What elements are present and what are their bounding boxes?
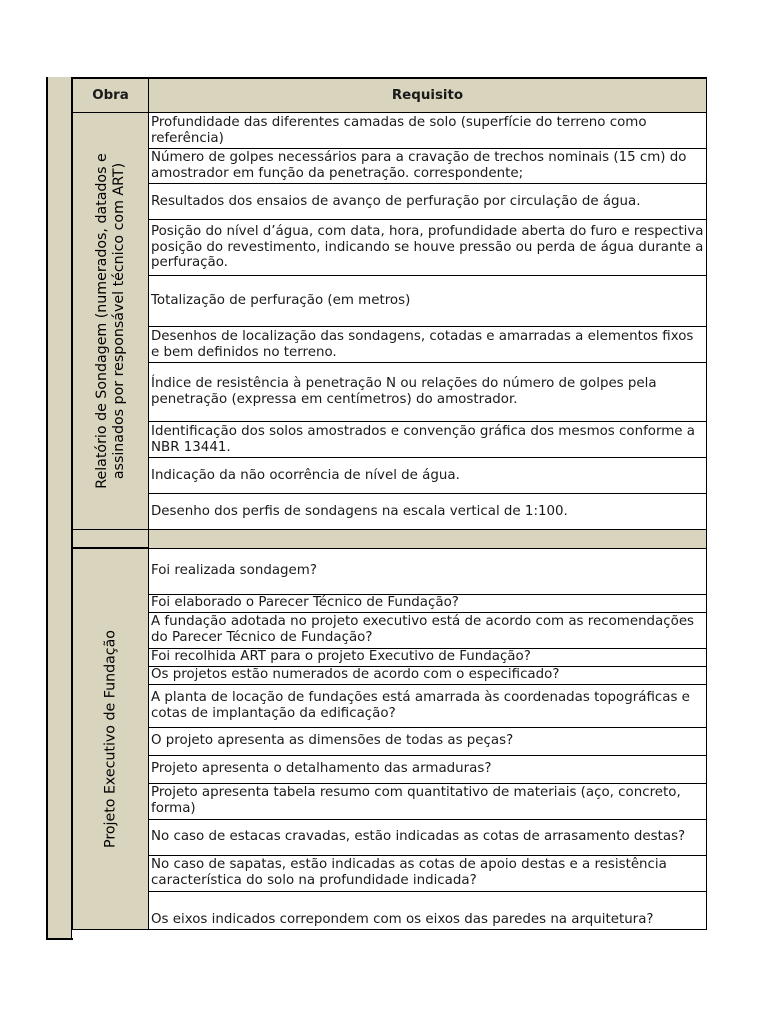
requirement-cell: Número de golpes necessários para a cravação de trechos nominais (15 cm) do amostrador em função da penetração. correspondente; xyxy=(149,149,707,184)
table-row xyxy=(73,819,707,855)
requirement-cell: Projeto apresenta o detalhamento das armaduras? xyxy=(149,755,707,783)
requirement-cell: Resultados dos ensaios de avanço de perfuração por circulação de água. xyxy=(149,184,707,220)
requirement-cell: Foi recolhida ART para o projeto Executivo de Fundação? xyxy=(149,648,707,666)
table-row xyxy=(73,891,707,929)
table-row xyxy=(73,612,707,648)
table-row xyxy=(73,494,707,530)
table-row xyxy=(73,327,707,363)
requirement-cell: Profundidade das diferentes camadas de solo (superfície do terreno como referência) xyxy=(149,113,707,149)
requirement-cell: Projeto apresenta tabela resumo com quantitativo de materiais (aço, concreto, forma) xyxy=(149,783,707,819)
table-row xyxy=(73,458,707,494)
table-row xyxy=(73,422,707,458)
requirement-cell: No caso de sapatas, estão indicadas as cotas de apoio destas e a resistência característica do solo na profundidade indicada? xyxy=(149,855,707,891)
table-row xyxy=(73,276,707,327)
group-label-relatorio-sondagem xyxy=(94,153,128,488)
requirement-cell: O projeto apresenta as dimensões de todas as peças? xyxy=(149,727,707,755)
header-requisito: Requisito xyxy=(149,78,707,113)
table-row xyxy=(73,783,707,819)
group-label-projeto-fundacao xyxy=(102,630,119,848)
group-separator-row xyxy=(73,530,707,549)
requirement-cell: A fundação adotada no projeto executivo está de acordo com as recomendações do Parecer Técnico de Fundação? xyxy=(149,612,707,648)
header-row xyxy=(73,78,707,113)
table-row xyxy=(73,363,707,422)
table-row xyxy=(73,220,707,276)
requirement-cell: Índice de resistência à penetração N ou relações do número de golpes pela penetração (expressa em centímetros) do amostrador. xyxy=(149,363,707,422)
table-row xyxy=(73,855,707,891)
left-margin-column xyxy=(46,77,72,940)
requirement-cell: A planta de locação de fundações está amarrada às coordenadas topográficas e cotas de implantação da edificação? xyxy=(149,684,707,727)
group-label-line: Relatório de Sondagem (numerados, datados e xyxy=(93,153,110,489)
requirement-cell: Identificação dos solos amostrados e convenção gráfica dos mesmos conforme a NBR 13441. xyxy=(149,422,707,458)
table-row xyxy=(73,684,707,727)
separator-cell xyxy=(73,530,149,549)
requirement-cell: Indicação da não ocorrência de nível de água. xyxy=(149,458,707,494)
header-obra: Obra xyxy=(73,78,149,113)
table-row xyxy=(73,594,707,612)
requirement-cell: Os projetos estão numerados de acordo com o especificado? xyxy=(149,666,707,684)
requirement-cell: Desenho dos perfis de sondagens na escala vertical de 1:100. xyxy=(149,494,707,530)
group-label-line: Projeto Executivo de Fundação xyxy=(102,629,118,848)
group-cell-relatorio-sondagem xyxy=(73,113,149,530)
requirement-cell: Foi realizada sondagem? xyxy=(149,548,707,594)
table-row xyxy=(73,149,707,184)
group-cell-projeto-fundacao xyxy=(73,548,149,929)
table-row xyxy=(73,755,707,783)
requirement-cell: Posição do nível d’água, com data, hora, profundidade aberta do furo e respectiva posição do revestimento, indicando se houve pressão ou perda de água durante a perfuração. xyxy=(149,220,707,276)
table-row xyxy=(73,727,707,755)
requirement-cell: Totalização de perfuração (em metros) xyxy=(149,276,707,327)
table-row xyxy=(73,184,707,220)
table-row xyxy=(73,666,707,684)
requirement-cell: Os eixos indicados correpondem com os eixos das paredes na arquitetura? xyxy=(149,891,707,929)
separator-cell xyxy=(149,530,707,549)
requirement-cell: No caso de estacas cravadas, estão indicadas as cotas de arrasamento destas? xyxy=(149,819,707,855)
table-row xyxy=(73,648,707,666)
requirement-cell: Foi elaborado o Parecer Técnico de Fundação? xyxy=(149,594,707,612)
group-label-line: assinados por responsável técnico com ART) xyxy=(110,162,127,480)
table-row xyxy=(73,548,707,594)
requirements-table xyxy=(72,77,707,930)
left-margin-bottom-border xyxy=(46,938,73,940)
requirement-cell: Desenhos de localização das sondagens, cotadas e amarradas a elementos fixos e bem definidos no terreno. xyxy=(149,327,707,363)
table-row xyxy=(73,113,707,149)
